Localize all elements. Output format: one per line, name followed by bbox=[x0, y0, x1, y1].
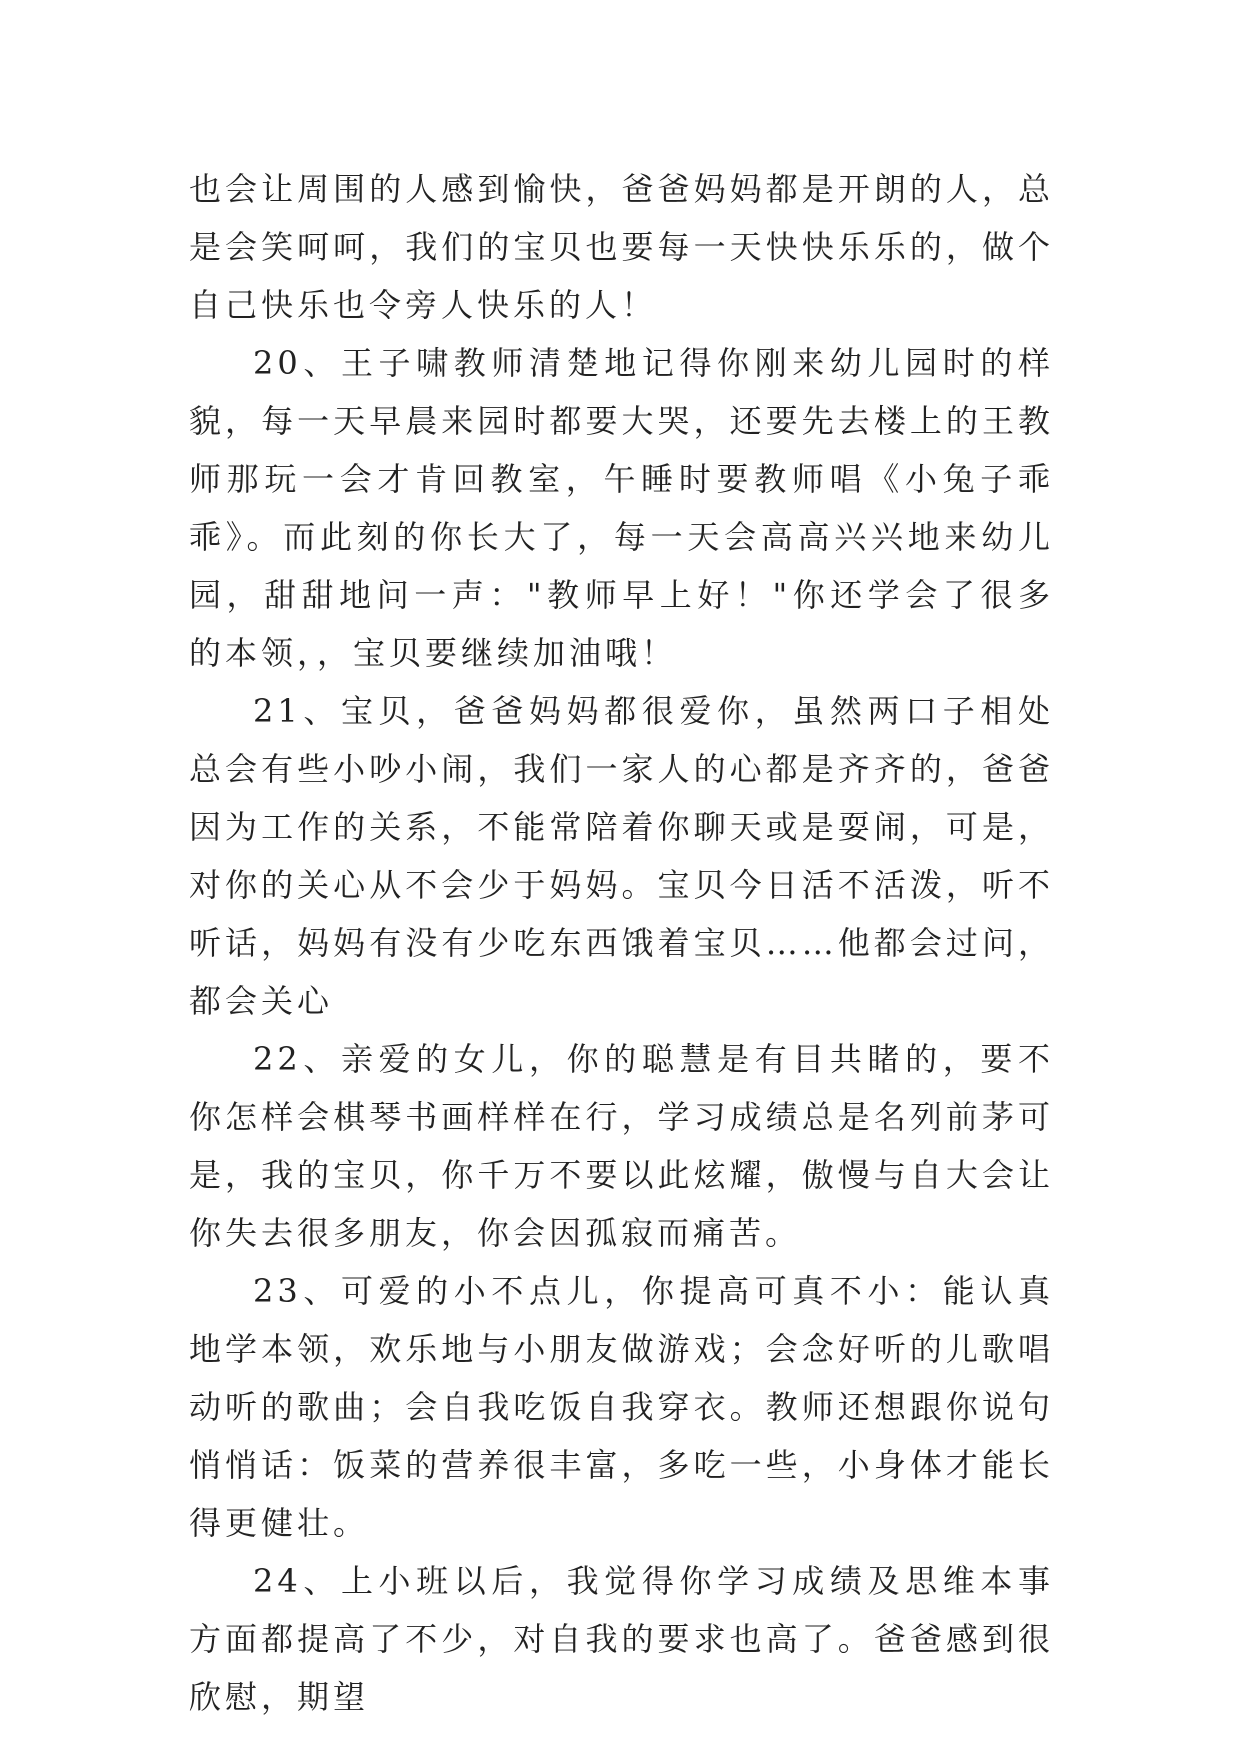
paragraph-item-24: 24、上小班以后，我觉得你学习成绩及思维本事方面都提高了不少，对自我的要求也高了。爸爸感到很欣慰，期望 bbox=[189, 1562, 1054, 1716]
paragraph-item-23: 23、可爱的小不点儿，你提高可真不小：能认真地学本领，欢乐地与小朋友做游戏；会念好听的儿歌唱动听的歌曲；会自我吃饭自我穿衣。教师还想跟你说句悄悄话：饭菜的营养很丰富，多吃一些，小身体才能长得更健壮。 bbox=[189, 1272, 1054, 1542]
paragraph-continuation: 也会让周围的人感到愉快，爸爸妈妈都是开朗的人，总是会笑呵呵，我们的宝贝也要每一天快快乐乐的，做个自己快乐也令旁人快乐的人！ bbox=[189, 170, 1054, 324]
paragraph-item-20: 20、王子啸教师清楚地记得你刚来幼儿园时的样貌，每一天早晨来园时都要大哭，还要先去楼上的王教师那玩一会才肯回教室，午睡时要教师唱《小兔子乖乖》。而此刻的你长大了，每一天会高高兴兴地来幼儿园，甜甜地问一声："教师早上好！"你还学会了很多的本领，，宝贝要继续加油哦！ bbox=[189, 344, 1054, 672]
paragraph-item-22: 22、亲爱的女儿，你的聪慧是有目共睹的，要不你怎样会棋琴书画样样在行，学习成绩总是名列前茅可是，我的宝贝，你千万不要以此炫耀，傲慢与自大会让你失去很多朋友，你会因孤寂而痛苦。 bbox=[189, 1040, 1054, 1252]
paragraph-item-21: 21、宝贝，爸爸妈妈都很爱你，虽然两口子相处总会有些小吵小闹，我们一家人的心都是齐齐的，爸爸因为工作的关系，不能常陪着你聊天或是耍闹，可是，对你的关心从不会少于妈妈。宝贝今日活不活泼，听不听话，妈妈有没有少吃东西饿着宝贝……他都会过问，都会关心 bbox=[189, 692, 1054, 1020]
document-body bbox=[189, 160, 1054, 1726]
